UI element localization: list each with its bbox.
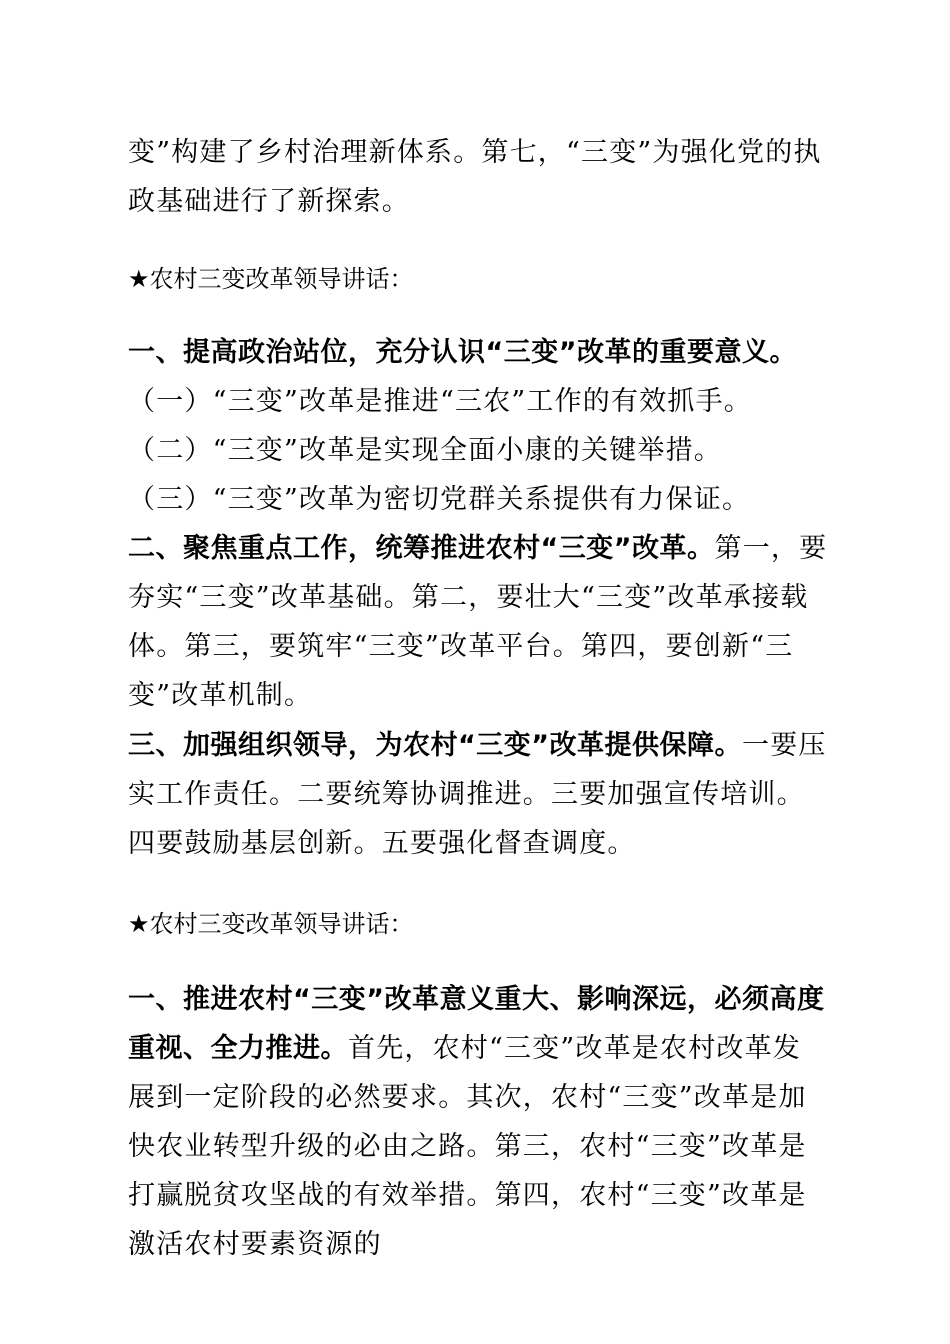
heading-text-1: ★农村三变改革领导讲话： (128, 265, 414, 293)
heading-text-2: ★农村三变改革领导讲话： (128, 910, 414, 938)
section-1-paragraph (128, 328, 828, 524)
section-2-paragraph (128, 524, 828, 720)
section-4-body: 首先，农村“三变”改革是农村改革发展到一定阶段的必然要求。其次，农村“三变”改革是加快农业转型升级的必由之路。第三，农村“三变”改革是打赢脱贫攻坚战的有效举措。第四，农村“三变”改革是激活农村要素资源的 (128, 1033, 807, 1260)
section-heading-1 (128, 259, 828, 299)
section-4-paragraph (128, 975, 828, 1269)
intro-text: 变”构建了乡村治理新体系。第七，“三变”为强化党的执政基础进行了新探索。 (128, 137, 822, 217)
section-3-paragraph (128, 721, 828, 868)
section-1-body: （一）“三变”改革是推进“三农”工作的有效抓手。（二）“三变”改革是实现全面小康的关键举措。（三）“三变”改革为密切党群关系提供有力保证。 (128, 386, 753, 515)
section-3-title: 三、加强组织领导，为农村“三变”改革提供保障。 (128, 730, 742, 761)
section-2-body: 第一，要夯实“三变”改革基础。第二，要壮大“三变”改革承接载体。第三，要筑牢“三变”改革平台。第四，要创新“三变”改革机制。 (128, 533, 828, 711)
intro-paragraph (128, 128, 828, 226)
section-1-title: 一、提高政治站位，充分认识“三变”改革的重要意义。 (128, 337, 797, 368)
section-2-title: 二、聚焦重点工作，统筹推进农村“三变”改革。 (128, 533, 715, 564)
section-4-title: 一、推进农村“三变”改革意义重大、影响深远，必须高度重视、全力推进。 (128, 984, 825, 1064)
section-heading-2 (128, 904, 828, 944)
section-3-body: 一要压实工作责任。二要统筹协调推进。三要加强宣传培训。四要鼓励基层创新。五要强化督查调度。 (128, 730, 827, 859)
